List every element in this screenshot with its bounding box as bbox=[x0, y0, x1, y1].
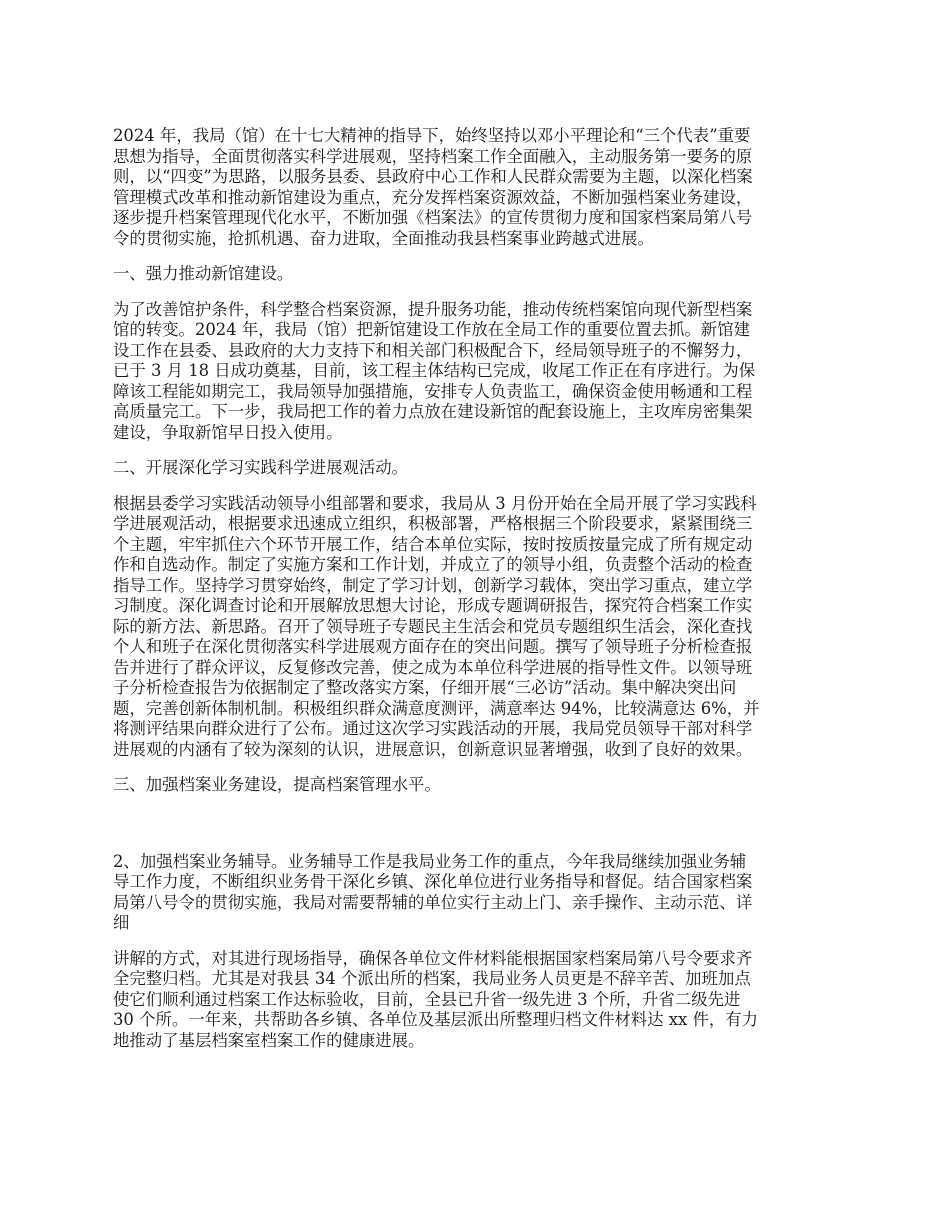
section-paragraph-business-guidance-continued: 讲解的方式，对其进行现场指导，确保各单位文件材料能根据国家档案局第八号令要求齐 全完整归档。尤其是对我县 34 个派出所的档案，我局业务人员更是不辞辛苦、加班加点 使它们顺利通过档案工作达标验收，目前，全县已升省一级先进 3 个所，升省二级先进 30 个所。一年来，共帮助各乡镇、各单位及基层派出所整理归档文件材料达 xx 件，有力 地推动了基层档案室档案工作的健康进展。 bbox=[113, 948, 759, 1050]
section-paragraph-study-practice: 根据县委学习实践活动领导小组部署和要求，我局从 3 月份开始在全局开展了学习实践科 学进展观活动，根据要求迅速成立组织，积极部署，严格根据三个阶段要求，紧紧围绕三 个主题，牢牢抓住六个环节开展工作，结合本单位实际，按时按质按量完成了所有规定动 作和自选动作。制定了实施方案和工作计划，并成立了的领导小组，负责整个活动的检查 指导工作。坚持学习贯穿始终，制定了学习计划，创新学习载体，突出学习重点，建立学 习制度。深化调查讨论和开展解放思想大讨论，形成专题调研报告，探究符合档案工作实 际的新方法、新思路。召开了领导班子专题民主生活会和党员专题组织生活会，深化查找 个人和班子在深化贯彻落实科学进展观方面存在的突出问题。撰写了领导班子分析检查报 告并进行了群众评议，反复修改完善，使之成为本单位科学进展的指导性文件。以领导班 子分析检查报告为依据制定了整改落实方案，仔细开展“三必访”活动。集中解决突出问 题，完善创新体制机制。积极组织群众满意度测评，满意率达 94%，比较满意达 6%，并 将测评结果向群众进行了公布。通过这次学习实践活动的开展，我局党员领导干部对科学 进展观的内涵有了较为深刻的认识，进展意识，创新意识显著增强，收到了良好的效果。 bbox=[113, 493, 760, 759]
section-heading-archive-business: 三、加强档案业务建设，提高档案管理水平。 bbox=[113, 775, 441, 794]
section-heading-new-building: 一、强力推动新馆建设。 bbox=[113, 264, 294, 283]
document-body bbox=[113, 126, 843, 1051]
intro-paragraph: 2024 年，我局（馆）在十七大精神的指导下，始终坚持以邓小平理论和“三个代表”重要 思想为指导，全面贯彻落实科学进展观，坚持档案工作全面融入，主动服务第一要务的原 则，以“四变”为思路，以服务县委、县政府中心工作和人民群众需要为主题，以深化档案 管理模式改革和推动新馆建设为重点，充分发挥档案资源效益，不断加强档案业务建设， 逐步提升档案管理现代化水平，不断加强《档案法》的宣传贯彻力度和国家档案局第八号 令的贯彻实施，抢抓机遇、奋力进取，全面推动我县档案事业跨越式进展。 bbox=[113, 126, 753, 248]
section-paragraph-new-building: 为了改善馆护条件，科学整合档案资源，提升服务功能，推动传统档案馆向现代新型档案 馆的转变。2024 年，我局（馆）把新馆建设工作放在全局工作的重要位置去抓。新馆建 设工作在县委、县政府的大力支持下和相关部门积极配合下，经局领导班子的不懈努力， 已于 3 月 18 日成功奠基，目前，该工程主体结构已完成，收尾工作正在有序进行。为保 障该工程能如期完工，我局领导加强措施，安排专人负责监工，确保资金使用畅通和工程 高质量完工。下一步，我局把工作的着力点放在建设新馆的配套设施上，主攻库房密集架 建设，争取新馆早日投入使用。 bbox=[113, 299, 756, 442]
section-heading-study-practice: 二、开展深化学习实践科学进展观活动。 bbox=[113, 458, 409, 477]
section-paragraph-business-guidance: 2、加强档案业务辅导。业务辅导工作是我局业务工作的重点，今年我局继续加强业务辅 导工作力度，不断组织业务骨干深化乡镇、深化单位进行业务指导和督促。结合国家档案 局第八号令的贯彻实施，我局对需要帮辅的单位实行主动上门、亲手操作、主动示范、详 细 bbox=[113, 851, 753, 932]
